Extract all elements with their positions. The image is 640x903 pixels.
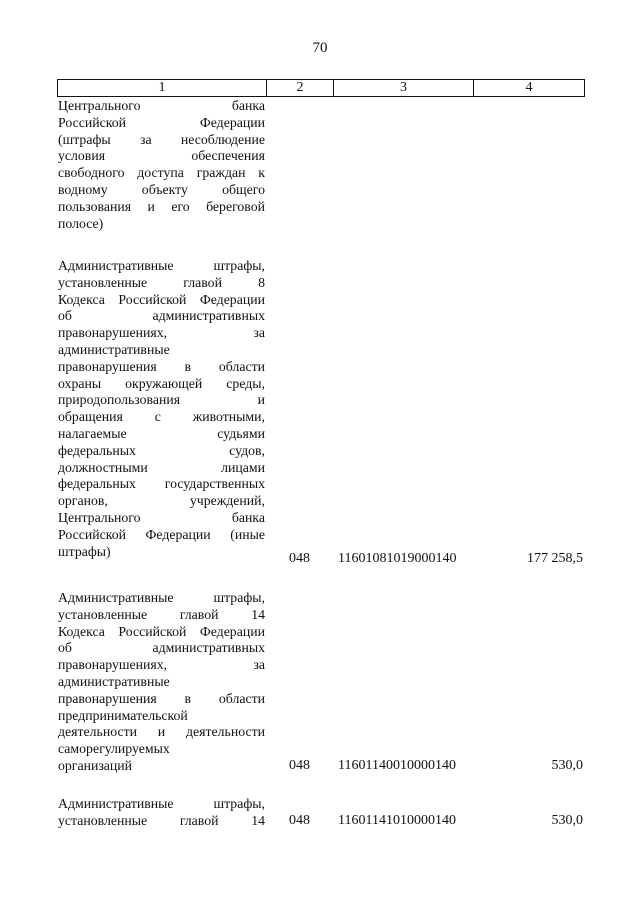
desc-line: Административные штрафы, — [58, 796, 265, 811]
desc-line: организаций — [58, 757, 133, 773]
desc-line: федеральных судов, — [58, 442, 265, 458]
desc-line: установленные главой 14 — [58, 606, 265, 622]
desc-line: Кодекса Российской Федерации — [58, 291, 265, 307]
desc-line: обращения с животными, — [58, 409, 265, 425]
desc-line: Кодекса Российской Федерации — [58, 623, 265, 639]
desc-line: правонарушениях, за — [58, 325, 265, 341]
header-col-3: 3 — [334, 80, 474, 96]
row-1-admin-code: 048 — [289, 551, 310, 566]
row-3-description — [58, 796, 265, 830]
desc-line: водному объекту общего — [58, 181, 265, 197]
desc-line: установленные главой 8 — [58, 274, 265, 290]
row-0-description — [58, 98, 265, 232]
row-3-amount: 530,0 — [551, 813, 583, 828]
desc-line: административные — [58, 341, 170, 357]
desc-line: правонарушения в области — [58, 358, 265, 374]
desc-line: (штрафы за несоблюдение — [58, 131, 265, 147]
row-2-kbk-code: 11601140010000140 — [338, 758, 456, 773]
page-number: 70 — [312, 40, 328, 56]
desc-line: Российской Федерации (иные — [58, 526, 265, 542]
desc-line: полосе) — [58, 215, 104, 231]
table-header-row — [57, 79, 585, 97]
desc-line: условия обеспечения — [58, 148, 265, 164]
desc-line: саморегулируемых — [58, 741, 170, 757]
desc-line: пользования и его береговой — [58, 198, 265, 214]
desc-line: свободного доступа граждан к — [58, 165, 265, 181]
row-1-kbk-code: 11601081019000140 — [338, 551, 457, 566]
row-2-description — [58, 590, 265, 775]
row-2-admin-code: 048 — [289, 758, 310, 773]
desc-line: деятельности и деятельности — [58, 724, 265, 740]
desc-line: Центрального банка — [58, 509, 265, 525]
desc-line: налагаемые судьями — [58, 425, 265, 441]
desc-line: охраны окружающей среды, — [58, 375, 265, 391]
header-col-4: 4 — [525, 80, 533, 95]
desc-line: должностными лицами — [58, 459, 265, 475]
row-1-description — [58, 258, 265, 560]
row-1-amount: 177 258,5 — [527, 551, 583, 566]
desc-line: предпринимательской — [58, 707, 188, 723]
desc-line: Административные штрафы, — [58, 590, 265, 605]
row-3-kbk-code: 11601141010000140 — [338, 813, 456, 828]
desc-line: Российской Федерации — [58, 114, 265, 130]
desc-line: правонарушениях, за — [58, 657, 265, 673]
desc-line: штрафы) — [58, 543, 111, 559]
row-2-amount: 530,0 — [551, 758, 583, 773]
desc-line: об административных — [58, 640, 265, 656]
desc-line: об административных — [58, 308, 265, 324]
desc-line: Административные штрафы, — [58, 258, 265, 273]
row-3-admin-code: 048 — [289, 813, 310, 828]
header-col-2: 2 — [267, 80, 334, 96]
desc-line: установленные главой 14 — [58, 812, 265, 828]
desc-line: административные — [58, 673, 170, 689]
desc-line: Центрального банка — [58, 98, 265, 113]
header-col-1: 1 — [58, 80, 267, 96]
desc-line: федеральных государственных — [58, 476, 265, 492]
desc-line: природопользования и — [58, 392, 265, 408]
desc-line: органов, учреждений, — [58, 493, 265, 509]
desc-line: правонарушения в области — [58, 690, 265, 706]
